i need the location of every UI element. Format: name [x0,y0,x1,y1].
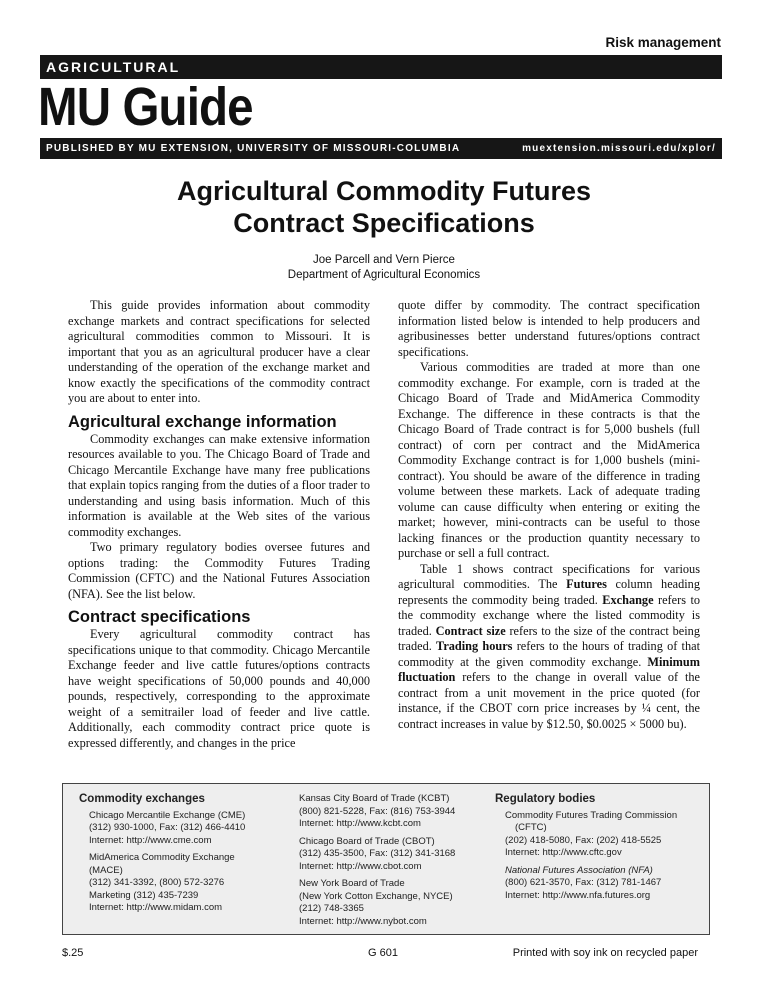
heading-exchange-info: Agricultural exchange information [68,412,337,431]
kcbt-web-link[interactable]: Internet: http://www.kcbt.com [299,818,421,829]
term-minimum-fluctuation: Minimum fluctuation [398,654,700,684]
publisher-bar [40,138,722,159]
term-futures: Futures [566,577,607,591]
category-label: Risk management [605,35,721,50]
agricultural-bar: AGRICULTURAL [40,55,722,79]
right-column [398,298,700,732]
footer-code: G 601 [368,947,398,959]
exchange-info-paragraph-1: Commodity exchanges can make extensive information resources available to you. The Chicago Board of Trade and Chicago Mercantile Exchange have many free publications that explain topics ranging from the duties of a floor trader to understanding and using basis information. Much of this information is available at the Web sites of the various commodity exchanges. [68,431,370,539]
cme-web-link[interactable]: Internet: http://www.cme.com [89,834,212,846]
nybot-web-link[interactable]: Internet: http://www.nybot.com [299,915,427,927]
heading-contract-specs: Contract specifications [68,608,251,626]
cbot-entry: Chicago Board of Trade (CBOT) (312) 435-3500, Fax: (312) 341-3168 Internet: http://www.cbot.com [299,836,489,874]
commodities-paragraph: Various commodities are traded at more than one commodity exchange. For example, corn is traded at the Chicago Board of Trade and MidAmerica Commodity Exchange. The difference in these contracts is that the Chicago Board of Trade contract is for 5,000 bushels (full contract) of corn per contract and the MidAmerica Commodity Exchange contract is for 1,000 bushels (mini-contract). You should be aware of the difference in trading volume between these markets. Lack of adequate trading volume can cause difficulty when entering or exiting the market; however, mini-contracts can be useful to those lacking finances or the production quantity necessary to purchase or sell a full contract. [398,360,700,560]
continuation-paragraph: quote differ by commodity. The contract specification information listed below is intended to help producers and agribusinesses better understand futures/options contract specifications. [398,298,700,359]
kcbt-entry: Kansas City Board of Trade (KCBT) (800) 821-5228, Fax: (816) 753-3944 Internet: http://www.kcbt.com [299,793,489,831]
nfa-web-link[interactable]: Internet: http://www.nfa.futures.org [505,889,651,901]
title-line-1: Agricultural Commodity Futures [176,176,592,206]
regulatory-heading: Regulatory bodies [495,793,596,805]
term-contract-size: Contract size [435,623,506,638]
regulatory-column [495,793,705,907]
cftc-entry: Commodity Futures Trading Commission (CFTC) (202) 418-5080, Fax: (202) 418-5525 Internet: http://www.cftc.gov [495,810,705,860]
exchanges-heading: Commodity exchanges [79,793,205,805]
left-column [68,298,370,751]
byline [0,253,768,283]
exchanges-column [79,793,279,920]
mace-web-link[interactable]: Internet: http://www.midam.com [89,902,223,913]
nybot-entry: New York Board of Trade (New York Cotton Exchange, NYCE) (212) 748-3365 Internet: http://www.nybot.com [299,878,489,928]
authors: Joe Parcell and Vern Pierce [313,254,455,266]
title-line-2: Contract Specifications [233,208,535,238]
cme-entry: Chicago Mercantile Exchange (CME) (312) 930-1000, Fax: (312) 466-4410 Internet: http://www.cme.com [79,810,279,848]
nfa-entry: National Futures Association (NFA) (800) 621-3570, Fax: (312) 781-1467 Internet: http://www.nfa.futures.org [495,865,705,903]
mace-entry: MidAmerica Commodity Exchange (MACE) (312) 341-3392, (800) 572-3276 Marketing (312) 435-7239 Internet: http://www.midam.com [79,852,279,915]
term-exchange: Exchange [602,592,654,607]
series-title: MU Guide [38,77,253,137]
footer-note: Printed with soy ink on recycled paper [512,947,698,959]
cftc-web-link[interactable]: Internet: http://www.cftc.gov [505,847,622,858]
publisher-url: muextension.missouri.edu/xplor/ [522,143,716,154]
exchanges-column-2 [299,793,489,933]
footer-price: $.25 [62,947,84,959]
publisher-text: PUBLISHED BY MU EXTENSION, UNIVERSITY OF MISSOURI-COLUMBIA [46,143,461,154]
contacts-box [62,783,710,935]
intro-paragraph: This guide provides information about commodity exchange markets and contract specifications for selected agricultural commodities common to Missouri. It is important that you as an agricultural producer have a clear understanding of the operation of the exchange market and know exactly the specifications of the commodity contract you are about to enter into. [68,298,370,405]
table-explanation-paragraph: Table 1 shows contract specifications for various agricultural commodities. The Futures column heading represents the commodity being traded. Exchange refers to the commodity exchange where the listed commodity is traded. Contract size refers to the size of the contract being traded. Trading hours refers to the hours of trading of that commodity at the given commodity exchange. Minimum fluctuation refers to the change in overall value of the contract from a unit movement in the price quoted (for instance, if the CBOT corn price increases by ¼ cent, the contract increases in value by $12.50, $0.0025 × 5000 bu). [398,561,701,731]
department: Department of Agricultural Economics [287,269,481,281]
cbot-web-link[interactable]: Internet: http://www.cbot.com [299,860,422,872]
term-trading-hours: Trading hours [436,639,513,653]
exchange-info-paragraph-2: Two primary regulatory bodies oversee futures and options trading: the Commodity Futures Trading Commission (CFTC) and the National Futures Association (NFA). See the list below. [68,540,370,601]
page-title [0,175,768,239]
contract-specs-paragraph: Every agricultural commodity contract has specifications unique to that commodity. Chicago Mercantile Exchange feeder and live cattle futures/options contracts have weight specifications of 50,000 pounds and 40,000 pounds, respectively, corresponding to the approximate weight of a semitrailer load of feeder and live cattle. Additionally, each commodity contract price quote is expressed differently, and changes in the price [68,627,370,750]
